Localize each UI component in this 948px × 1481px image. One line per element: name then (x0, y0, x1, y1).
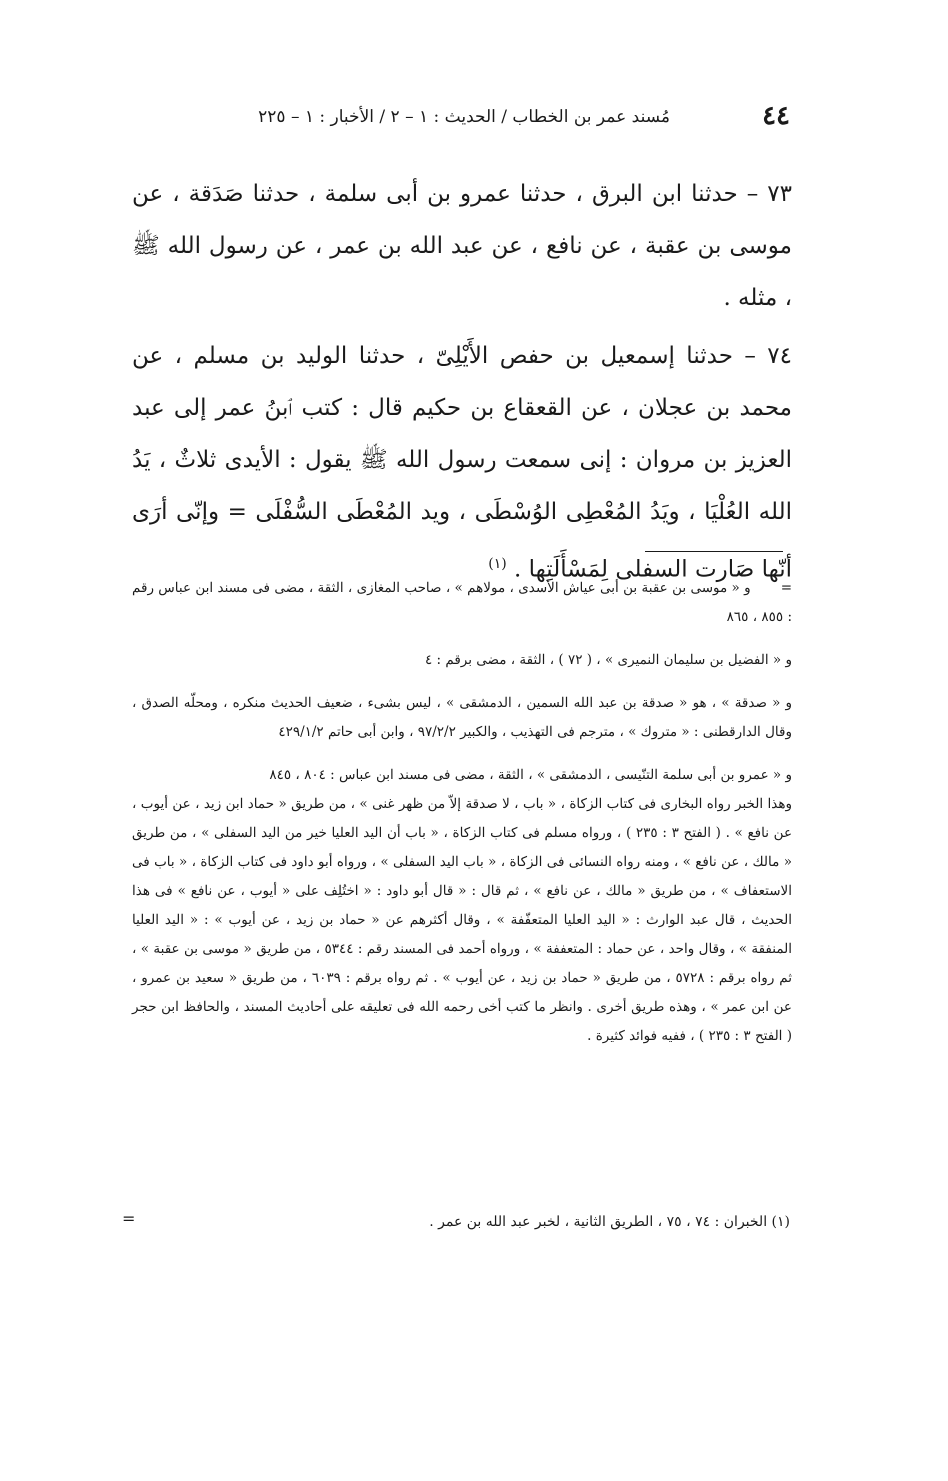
footnote-reference: (١) (488, 556, 507, 572)
hadith-74 (132, 330, 792, 596)
note-fudayl: و « الفضيل بن سليمان النميرى » ، ( ٧٢ ) ، الثقة ، مضى برقم : ٤ (424, 652, 792, 668)
page-number: ٤٤ (762, 101, 790, 131)
commentary-notes (132, 574, 792, 1065)
continuation-mark: = (780, 580, 792, 596)
continuation-mark-bottom: = (122, 1209, 136, 1228)
note-sadaqa: و « صدقة » ، هو « صدقة بن عبد الله السمين ، الدمشقى » ، ليس بشىء ، ضعيف الحديث منكره ، ومحلّه الصدق ، وقال الدارقطنى : « متروك » ، مترجم فى التهذيب ، والكبير ٩٧/٢/٢ ، وابن أبى حاتم ٤٢٩/١/٢ (132, 695, 792, 740)
page-header (130, 98, 790, 138)
note-musa (132, 574, 792, 632)
main-text (132, 168, 792, 602)
footnote: (١) الخبران : ٧٤ ، ٧٥ ، الطريق الثانية ، لخبر عبد الله بن عمر . (429, 1214, 790, 1230)
note-musa-text: و « موسى بن عقبة بن أبى عياش الأسدى ، مولاهم » ، صاحب المغازى ، الثقة ، مضى فى مسند ابن عباس رقم : ٨٥٥ ، ٨٦٥ (132, 580, 792, 625)
hadith-74-text: ٧٤ – حدثنا إسمعيل بن حفص الأَيْلِىّ ، حدثنا الوليد بن مسلم ، عن محمد بن عجلان ، عن القعقاع بن حكيم قال : كتب ٱبنُ عمر إلى عبد العزيز بن مروان : إنى سمعت رسول الله ﷺ يقول : الأيدى ثلاثٌ ، يَدُ الله العُلْيَا ، ويَدُ المُعْطِى الوُسْطَى ، ويد المُعْطَى السُّفْلَى = وإنّى أرَى أنّها صَارت السفلى لِمَسْأَلَتِها . (132, 343, 792, 583)
footnote-separator (645, 551, 783, 552)
note-amr: و « عمرو بن أبى سلمة التنّيسى ، الدمشقى » ، الثقة ، مضى فى مسند ابن عباس : ٨٠٤ ، ٨٤٥ (269, 767, 792, 783)
note-khabar: وهذا الخبر رواه البخارى فى كتاب الزكاة ، « باب ، لا صدقة إلاّ من ظهر غنى » ، من طريق « حماد ابن زيد ، عن أيوب ، عن نافع » . ( الفتح ٣ : ٢٣٥ ) ، ورواه مسلم فى كتاب الزكاة ، « باب أن اليد العليا خير من اليد السفلى » ، من طريق « مالك ، عن نافع » ، ومنه رواه النسائى فى الزكاة ، « باب اليد السفلى » ، ورواه أبو داود فى كتاب الزكاة ، « باب فى الاستعفاف » ، من طريق « مالك ، عن نافع » ، ثم قال : « قال أبو داود : « اختُلِف على « أيوب ، عن نافع » فى هذا الحديث ، قال عبد الوارث : « اليد العليا المتعفّفة » ، وقال أكثرهم عن « حماد بن زيد ، عن أيوب » : « اليد العليا المنفقة » ، وقال واحد ، عن حماد : المتعففة » ، ورواه أحمد فى المسند رقم : ٥٣٤٤ ، من طريق « موسى بن عقبة » ، ثم رواه برقم : ٥٧٢٨ ، من طريق « حماد بن زيد ، عن أيوب » . ثم رواه برقم : ٦٠٣٩ ، من طريق « سعيد بن عمرو ، عن ابن عمر » ، وهذه طريق أخرى . وانظر ما كتب أخى رحمه الله فى تعليقه على أحاديث المسند ، والحافظ ابن حجر ( الفتح ٣ : ٢٣٥ ) ، ففيه فوائد كثيرة . (132, 796, 792, 1044)
hadith-73: ٧٣ – حدثنا ابن البرق ، حدثنا عمرو بن أبى سلمة ، حدثنا صَدَقة ، عن موسى بن عقبة ، عن نافع ، عن عبد الله بن عمر ، عن رسول الله ﷺ ، مثله . (132, 181, 792, 311)
running-title: مُسند عمر بن الخطاب / الحديث : ١ – ٢ / الأخبار : ١ – ٢٢٥ (258, 107, 670, 127)
